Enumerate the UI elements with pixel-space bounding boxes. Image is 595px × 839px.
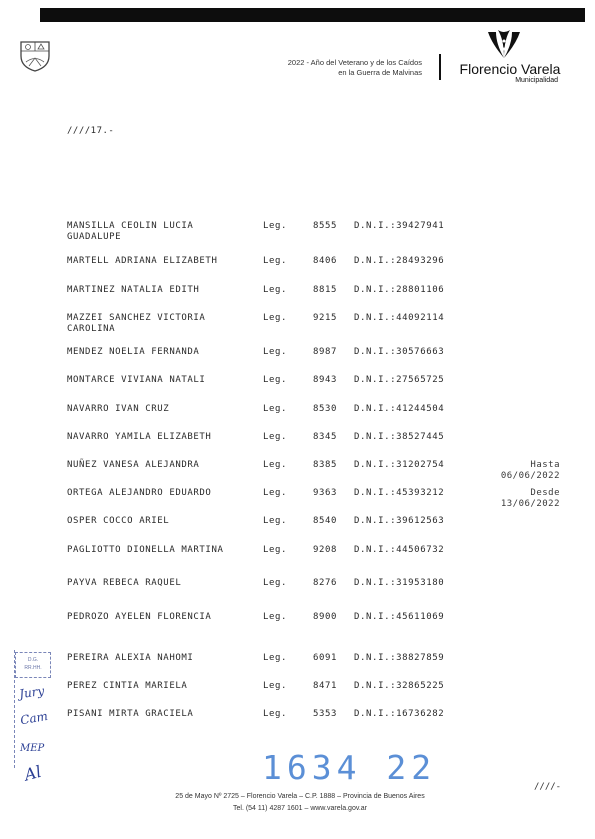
staff-name: PAGLIOTTO DIONELLA MARTINA — [67, 545, 224, 555]
header-motto — [230, 58, 422, 78]
logo-subtitle: Municipalidad — [515, 77, 558, 84]
leg-number: 9363 — [313, 488, 338, 498]
dni-number: D.N.I.:32865225 — [354, 681, 445, 691]
dni-number: D.N.I.:38827859 — [354, 653, 445, 663]
leg-number: 8987 — [313, 347, 338, 357]
municipal-crest-icon — [18, 38, 52, 72]
dni-number: D.N.I.:16736282 — [354, 709, 445, 719]
leg-number: 5353 — [313, 709, 338, 719]
leg-label: Leg. — [263, 488, 288, 498]
leg-label: Leg. — [263, 313, 288, 323]
leg-label: Leg. — [263, 347, 288, 357]
dni-number: D.N.I.:28493296 — [354, 256, 445, 266]
dni-number: D.N.I.:44092114 — [354, 313, 445, 323]
leg-label: Leg. — [263, 221, 288, 231]
dni-number: D.N.I.:39612563 — [354, 516, 445, 526]
hasta-note — [490, 460, 560, 482]
staff-name: PEREIRA ALEXIA NAHOMI — [67, 653, 194, 663]
initials-signature-mep — [18, 736, 52, 758]
leg-number: 8345 — [313, 432, 338, 442]
staff-name: MAZZEI SANCHEZ VICTORIA CAROLINA — [67, 313, 206, 334]
file-number-stamp: 1634 22 — [262, 748, 437, 787]
top-black-bar — [40, 8, 585, 22]
staff-name: PISANI MIRTA GRACIELA — [67, 709, 194, 719]
leg-number: 8385 — [313, 460, 338, 470]
leg-label: Leg. — [263, 578, 288, 588]
desde-label: Desde — [530, 488, 560, 498]
dni-number: D.N.I.:44506732 — [354, 545, 445, 555]
staff-name: MONTARCE VIVIANA NATALI — [67, 375, 206, 385]
initials-signature-al — [18, 758, 52, 784]
leg-number: 8555 — [313, 221, 338, 231]
staff-name: MENDEZ NOELIA FERNANDA — [67, 347, 200, 357]
dni-number: D.N.I.:30576663 — [354, 347, 445, 357]
staff-name: MARTINEZ NATALIA EDITH — [67, 285, 200, 295]
leg-number: 9215 — [313, 313, 338, 323]
dni-number: D.N.I.:41244504 — [354, 404, 445, 414]
dni-number: D.N.I.:31202754 — [354, 460, 445, 470]
initials-signature-cam — [18, 706, 52, 728]
dni-number: D.N.I.:45611069 — [354, 612, 445, 622]
dni-number: D.N.I.:38527445 — [354, 432, 445, 442]
dni-number: D.N.I.:45393212 — [354, 488, 445, 498]
leg-number: 8943 — [313, 375, 338, 385]
florencio-varela-logo-icon — [484, 28, 524, 60]
staff-name: PEREZ CINTIA MARIELA — [67, 681, 188, 691]
leg-number: 8900 — [313, 612, 338, 622]
leg-label: Leg. — [263, 612, 288, 622]
desde-note — [490, 488, 560, 510]
dni-number: D.N.I.:31953180 — [354, 578, 445, 588]
svg-text:Jury: Jury — [18, 683, 46, 702]
document-reference: ////17.- — [67, 126, 115, 136]
header-motto-line2: en la Guerra de Malvinas — [338, 68, 422, 77]
footer-line2: Tel. (54 11) 4287 1601 – www.varela.gov.ar — [233, 805, 367, 812]
margin-stamp: D.G. RR.HH. — [15, 652, 51, 678]
staff-name: MARTELL ADRIANA ELIZABETH — [67, 256, 218, 266]
header-divider — [439, 54, 441, 80]
dni-number: D.N.I.:39427941 — [354, 221, 445, 231]
staff-name: NAVARRO IVAN CRUZ — [67, 404, 170, 414]
leg-label: Leg. — [263, 709, 288, 719]
page-mark: ////- — [534, 782, 562, 792]
svg-text:Al: Al — [22, 761, 44, 784]
leg-label: Leg. — [263, 256, 288, 266]
leg-label: Leg. — [263, 375, 288, 385]
staff-name: PAYVA REBECA RAQUEL — [67, 578, 182, 588]
initials-signature-jury — [18, 680, 52, 702]
dni-number: D.N.I.:27565725 — [354, 375, 445, 385]
leg-label: Leg. — [263, 404, 288, 414]
leg-number: 6091 — [313, 653, 338, 663]
hasta-label: Hasta — [530, 460, 560, 470]
staff-name: PEDROZO AYELEN FLORENCIA — [67, 612, 212, 622]
hasta-date: 06/06/2022 — [500, 471, 560, 481]
svg-text:Cam: Cam — [19, 708, 49, 728]
leg-label: Leg. — [263, 460, 288, 470]
staff-name: ORTEGA ALEJANDRO EDUARDO — [67, 488, 212, 498]
staff-name: OSPER COCCO ARIEL — [67, 516, 170, 526]
dni-number: D.N.I.:28801106 — [354, 285, 445, 295]
footer-address — [140, 791, 460, 815]
leg-number: 8471 — [313, 681, 338, 691]
leg-label: Leg. — [263, 516, 288, 526]
footer-line1: 25 de Mayo Nº 2725 – Florencio Varela – C.P. 1888 – Provincia de Buenos Aires — [175, 793, 425, 800]
leg-number: 9208 — [313, 545, 338, 555]
header-motto-line1: 2022 - Año del Veterano y de los Caídos — [287, 58, 422, 67]
svg-text:MEP: MEP — [20, 743, 45, 754]
leg-label: Leg. — [263, 681, 288, 691]
staff-name: NAVARRO YAMILA ELIZABETH — [67, 432, 212, 442]
leg-label: Leg. — [263, 432, 288, 442]
leg-number: 8530 — [313, 404, 338, 414]
staff-name: NUÑEZ VANESA ALEJANDRA — [67, 460, 200, 470]
leg-number: 8276 — [313, 578, 338, 588]
leg-number: 8815 — [313, 285, 338, 295]
leg-number: 8540 — [313, 516, 338, 526]
leg-number: 8406 — [313, 256, 338, 266]
staff-name: MANSILLA CEOLIN LUCIA GUADALUPE — [67, 221, 194, 242]
leg-label: Leg. — [263, 653, 288, 663]
logo-title: Florencio Varela — [459, 61, 561, 77]
leg-label: Leg. — [263, 545, 288, 555]
leg-label: Leg. — [263, 285, 288, 295]
desde-date: 13/06/2022 — [500, 499, 560, 509]
